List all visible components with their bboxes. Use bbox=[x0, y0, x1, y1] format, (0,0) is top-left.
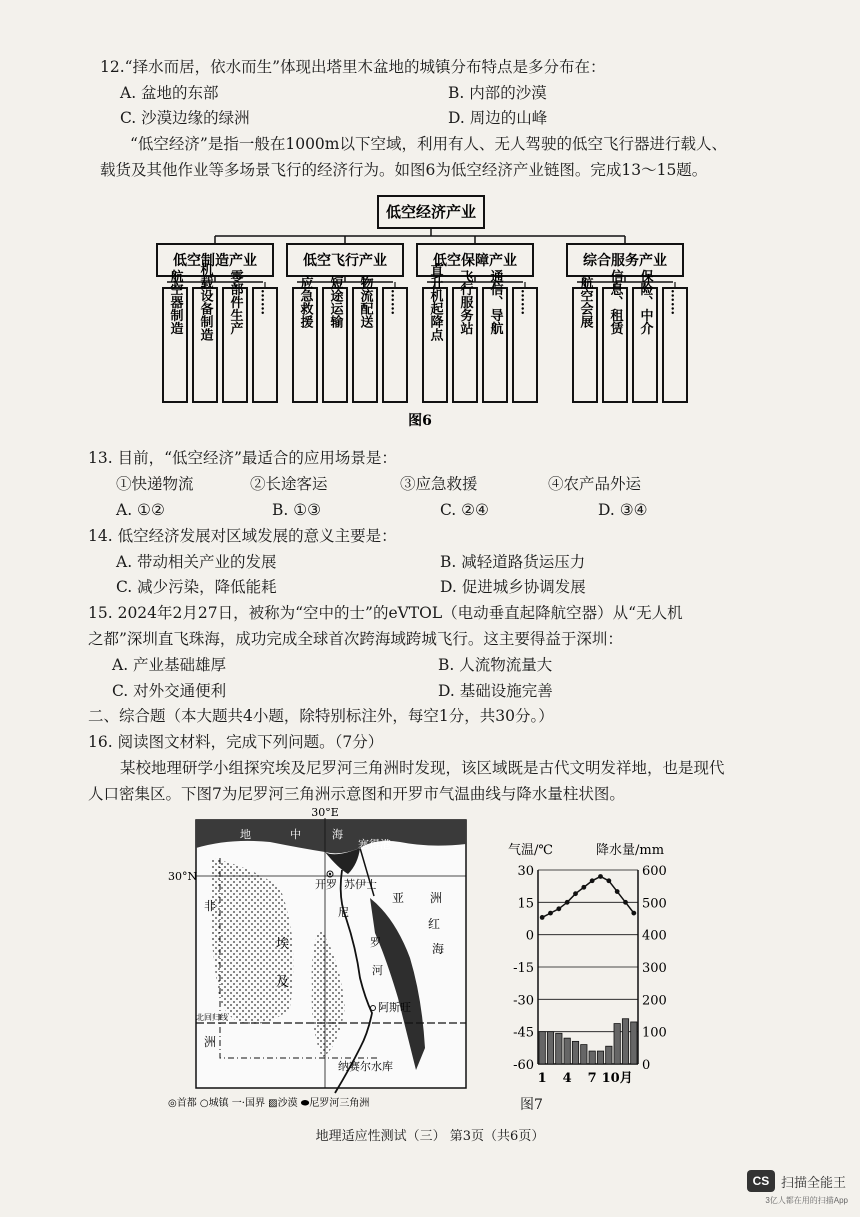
q13-item-4: ④农产品外运 bbox=[548, 475, 642, 493]
precip-bar-4 bbox=[564, 1038, 570, 1064]
q14-option-c: C. 减少污染，降低能耗 bbox=[116, 578, 277, 596]
q15-option-c: C. 对外交通便利 bbox=[112, 682, 227, 700]
precip-bar-1 bbox=[539, 1032, 545, 1064]
q15-option-b: B. 人流物流量大 bbox=[438, 656, 553, 674]
fig6-group-label-2: 低空飞行产业 bbox=[303, 253, 387, 269]
fig6-item-label-1-4: …… bbox=[257, 289, 273, 315]
q16-line-1: 某校地理研学小组探究埃及尼罗河三角洲时发现，该区域既是古代文明发祥地，也是现代 bbox=[120, 759, 725, 777]
precip-bar-9 bbox=[606, 1046, 612, 1064]
fig7-caption-text: 图7 bbox=[520, 1097, 543, 1113]
chart-prec-tick: 500 bbox=[642, 896, 667, 912]
fig6-item-label-1-1: 航空器制造 bbox=[167, 269, 183, 335]
temperature-point-10 bbox=[615, 889, 620, 894]
temperature-point-2 bbox=[548, 911, 553, 916]
temperature-point-4 bbox=[565, 900, 570, 905]
map-suez-label: 苏伊士 bbox=[344, 878, 377, 891]
map-asia-char-2: 洲 bbox=[430, 891, 443, 905]
intro-line-1: “低空经济”是指一般在1000m以下空域，利用有人、无人驾驶的低空飞行器进行载人、 bbox=[130, 135, 727, 153]
q15-line-2: 之都”深圳直飞珠海，成功完成全球首次跨海域跨城飞行。这主要得益于深圳： bbox=[88, 630, 623, 648]
fig6-item-label-3-4: …… bbox=[517, 289, 533, 315]
chart-temp-tick: -60 bbox=[513, 1058, 534, 1073]
map-africa-char-1: 非 bbox=[204, 899, 217, 913]
map-port-label: 塞得港 bbox=[358, 838, 391, 851]
q14-option-b: B. 减轻道路货运压力 bbox=[440, 553, 586, 571]
q16-line-2: 人口密集区。下图7为尼罗河三角洲示意图和开罗市气温曲线与降水量柱状图。 bbox=[88, 785, 625, 803]
precip-bar-11 bbox=[622, 1019, 628, 1064]
chart-temp-tick: 15 bbox=[517, 896, 534, 912]
temperature-point-12 bbox=[631, 911, 636, 916]
q12-option-a: A. 盆地的东部 bbox=[120, 84, 219, 102]
map-nile-char-1: 尼 bbox=[338, 906, 349, 919]
q13-option-a: A. ①② bbox=[116, 501, 165, 519]
fig6-item-label-2-2: 短途运输 bbox=[327, 276, 343, 328]
fig6-item-label-3-1: 直升机起降点 bbox=[427, 263, 443, 341]
chart-prec-tick: 600 bbox=[642, 864, 667, 879]
chart-temp-tick: -30 bbox=[513, 993, 534, 1009]
chart-temp-tick: -15 bbox=[513, 961, 534, 976]
map-tropic-label: 北回归线 bbox=[196, 1013, 228, 1022]
watermark-name: 扫描全能王 bbox=[780, 1174, 846, 1190]
map-lake-label: 纳赛尔水库 bbox=[338, 1060, 393, 1073]
temperature-line bbox=[542, 876, 634, 917]
cairo-climate-chart bbox=[500, 828, 700, 1090]
map-sea-char-2: 中 bbox=[290, 828, 301, 841]
section-2-heading: 二、综合题（本大题共4小题，除特别标注外，每空1分，共30分。） bbox=[88, 707, 554, 725]
q13-option-c: C. ②④ bbox=[440, 501, 489, 519]
fig6-item-label-4-2: 信息、租赁 bbox=[607, 269, 623, 335]
map-africa-char-2: 洲 bbox=[204, 1035, 217, 1049]
precip-bar-3 bbox=[556, 1033, 562, 1064]
precip-bar-8 bbox=[597, 1051, 603, 1064]
chart-left-axis-title: 气温/℃ bbox=[508, 843, 553, 858]
q13-option-d: D. ③④ bbox=[598, 501, 648, 519]
map-sea-char-3: 海 bbox=[332, 828, 343, 841]
precip-bar-5 bbox=[572, 1041, 578, 1064]
fig6-item-label-4-1: 航空会展 bbox=[577, 276, 593, 328]
chart-prec-tick: 0 bbox=[642, 1058, 651, 1073]
chart-prec-tick: 400 bbox=[642, 928, 667, 944]
map-legend: ◎首都 ○城镇 一·国界 ▨沙漠 ⬬尼罗河三角洲 bbox=[168, 1098, 370, 1109]
temperature-point-6 bbox=[581, 885, 586, 890]
chart-prec-tick: 100 bbox=[642, 1025, 667, 1041]
q13-option-b: B. ①③ bbox=[272, 501, 322, 519]
q13-item-3: ③应急救援 bbox=[400, 475, 478, 493]
fig6-caption: 图6 bbox=[408, 413, 432, 429]
chart-prec-tick: 300 bbox=[642, 961, 667, 976]
q12-option-d: D. 周边的山峰 bbox=[448, 109, 548, 127]
q14-option-d: D. 促进城乡协调发展 bbox=[440, 578, 586, 596]
q15-option-a: A. 产业基础雄厚 bbox=[112, 656, 227, 674]
map-aswan-label: 阿斯旺 bbox=[378, 1001, 411, 1014]
chart-x-tick: 7 bbox=[587, 1071, 597, 1086]
map-lon-label: 30°E bbox=[311, 808, 339, 819]
q15-option-d: D. 基础设施完善 bbox=[438, 682, 553, 700]
map-egypt-char-2: 及 bbox=[276, 975, 290, 990]
fig6-item-label-2-3: 物流配送 bbox=[357, 276, 373, 328]
precip-bar-10 bbox=[614, 1024, 620, 1064]
fig6-item-label-2-1: 应急救援 bbox=[297, 276, 313, 328]
q12-stem: 12.“择水而居，依水而生”体现出塔里木盆地的城镇分布特点是多分布在： bbox=[100, 58, 606, 76]
q14-stem: 14. 低空经济发展对区域发展的意义主要是： bbox=[88, 527, 397, 545]
temperature-point-11 bbox=[623, 900, 628, 905]
chart-temp-tick: -45 bbox=[513, 1025, 534, 1041]
figure-6-industry-chain bbox=[150, 190, 710, 430]
fig6-root-label: 低空经济产业 bbox=[385, 203, 477, 221]
chart-prec-tick: 200 bbox=[642, 993, 667, 1009]
map-lat-label: 30°N bbox=[168, 870, 198, 883]
q12-option-c: C. 沙漠边缘的绿洲 bbox=[120, 109, 250, 127]
nile-delta-map bbox=[160, 808, 490, 1118]
chart-x-tick: 4 bbox=[562, 1071, 572, 1086]
chart-x-tick: 1 bbox=[537, 1071, 547, 1086]
scanner-watermark bbox=[747, 1170, 846, 1192]
intro-line-2: 载货及其他作业等多场景飞行的经济行为。如图6为低空经济产业链图。完成13～15题。 bbox=[100, 161, 708, 179]
chart-temp-tick: 0 bbox=[525, 928, 534, 944]
chart-x-tick: 10月 bbox=[601, 1071, 633, 1086]
map-sea-char-1: 地 bbox=[240, 828, 251, 841]
fig6-group-label-1: 低空制造产业 bbox=[173, 253, 257, 269]
fig6-item-label-1-2: 机载设备制造 bbox=[197, 263, 213, 341]
fig6-item-label-3-2: 飞行服务站 bbox=[457, 269, 473, 335]
temperature-point-7 bbox=[590, 878, 595, 883]
fig6-item-label-4-3: 保险、中介 bbox=[637, 269, 653, 335]
q13-item-2: ②长途客运 bbox=[250, 475, 328, 493]
map-red-sea-char-1: 红 bbox=[428, 917, 441, 931]
precip-bar-7 bbox=[589, 1051, 595, 1064]
map-nile-char-2: 罗 bbox=[370, 936, 381, 949]
page-footer: 地理适应性测试（三） 第3页（共6页） bbox=[315, 1129, 545, 1144]
q16-stem: 16. 阅读图文材料，完成下列问题。（7分） bbox=[88, 733, 384, 751]
precip-bar-6 bbox=[581, 1045, 587, 1064]
chart-right-axis-title: 降水量/mm bbox=[596, 843, 665, 858]
q15-line-1: 15. 2024年2月27日，被称为“空中的士”的eVTOL（电动垂直起降航空器）从“无人机 bbox=[88, 604, 683, 622]
q12-option-b: B. 内部的沙漠 bbox=[448, 84, 547, 102]
temperature-point-1 bbox=[540, 915, 545, 920]
precip-bar-2 bbox=[547, 1032, 553, 1064]
fig6-group-label-3: 低空保障产业 bbox=[433, 253, 517, 269]
q13-stem: 13. 目前，“低空经济”最适合的应用场景是： bbox=[88, 449, 397, 467]
map-nile-char-3: 河 bbox=[372, 964, 383, 977]
chart-temp-tick: 30 bbox=[517, 864, 534, 879]
map-red-sea-char-2: 海 bbox=[432, 942, 445, 956]
q14-option-a: A. 带动相关产业的发展 bbox=[116, 553, 277, 571]
watermark-subtitle: 3亿人都在用的扫描App bbox=[765, 1196, 848, 1205]
fig6-item-label-3-3: 通信、导航 bbox=[487, 269, 503, 335]
fig6-item-label-2-4: …… bbox=[387, 289, 403, 315]
temperature-point-3 bbox=[556, 906, 561, 911]
q13-item-1: ①快递物流 bbox=[116, 475, 194, 493]
map-asia-char-1: 亚 bbox=[392, 891, 405, 905]
fig6-item-label-1-3: 零部件生产 bbox=[227, 269, 243, 335]
map-cairo-label: 开罗 bbox=[315, 878, 337, 891]
precip-bar-12 bbox=[631, 1022, 637, 1064]
temperature-point-8 bbox=[598, 874, 603, 879]
map-egypt-char-1: 埃 bbox=[276, 937, 290, 952]
temperature-point-9 bbox=[606, 878, 611, 883]
temperature-point-5 bbox=[573, 891, 578, 896]
fig6-item-label-4-4: …… bbox=[667, 289, 683, 315]
camscanner-logo-icon: CS bbox=[747, 1170, 775, 1192]
fig6-group-label-4: 综合服务产业 bbox=[583, 253, 667, 269]
